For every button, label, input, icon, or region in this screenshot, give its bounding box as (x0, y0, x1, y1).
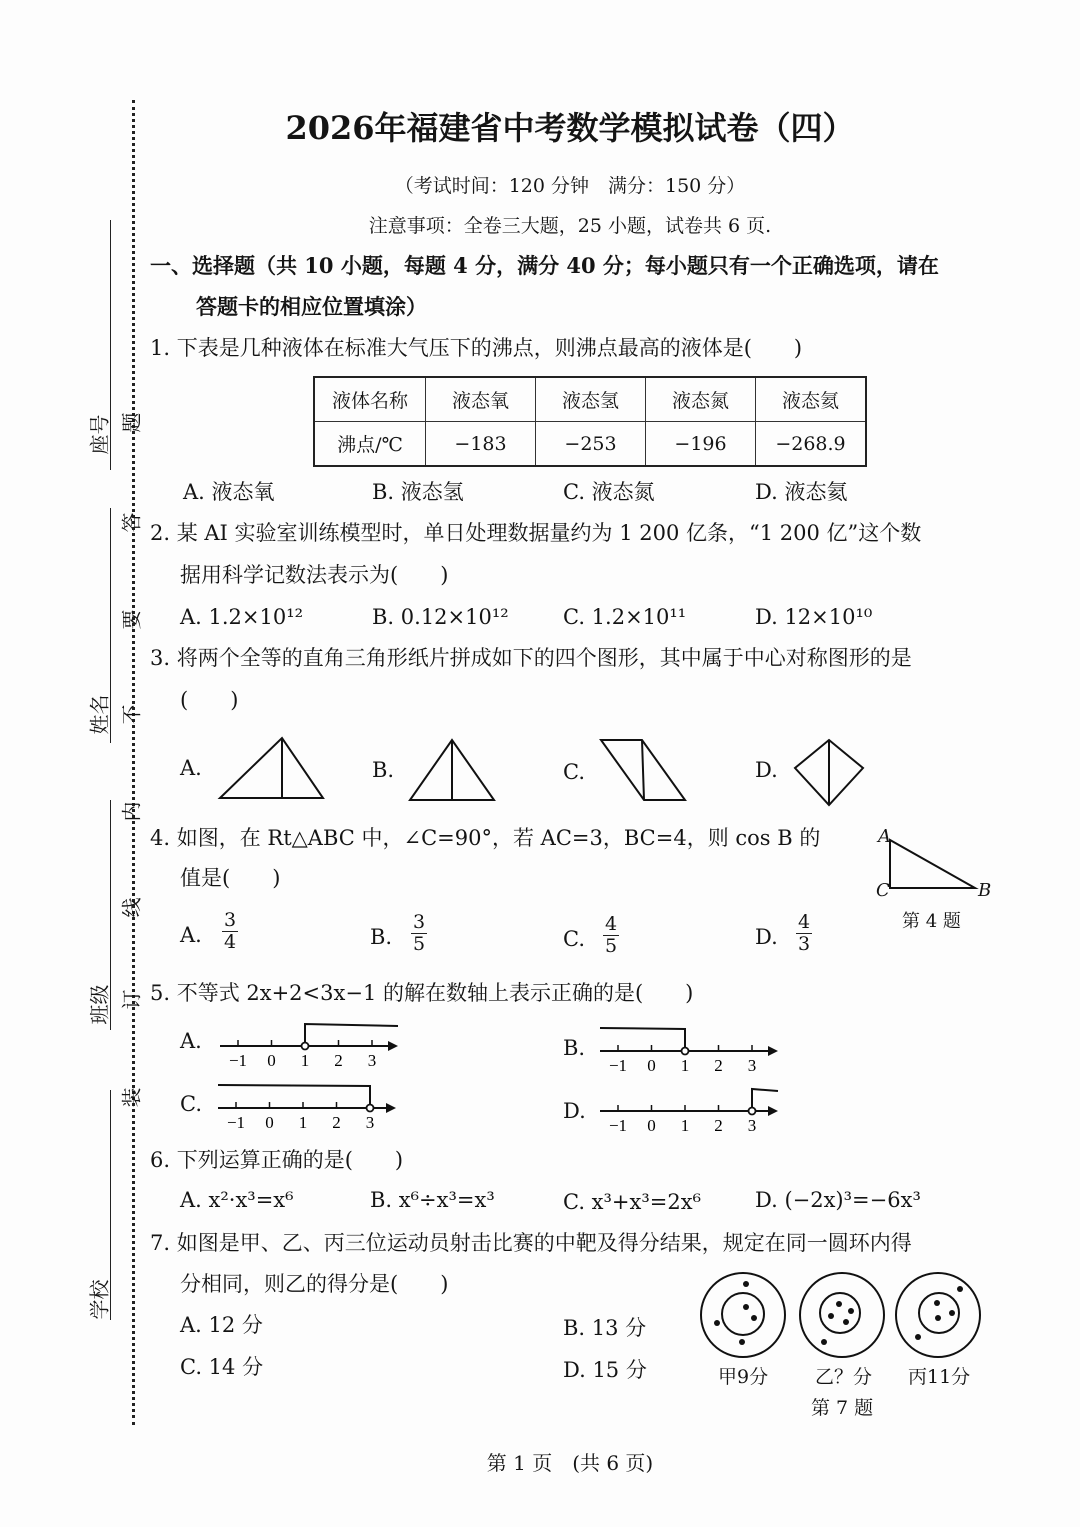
q4-stem-cont: 值是( ) (180, 866, 281, 890)
tick-label: 1 (680, 1056, 690, 1075)
seal-char: 装 (119, 1087, 144, 1108)
seal-char: 要 (119, 609, 144, 630)
q1-option-b: B. 液态氢 (372, 480, 464, 504)
shot-mark (843, 1319, 849, 1325)
q5-option-a: A. (180, 1029, 202, 1053)
shot-mark (848, 1308, 854, 1314)
q5-option-d: D. (563, 1099, 586, 1123)
tick-label: 0 (647, 1056, 656, 1075)
shot-mark (714, 1320, 720, 1326)
q7-stem-cont: 分相同，则乙的得分是( ) (180, 1272, 449, 1296)
q3-stem-cont: ( ) (180, 688, 239, 712)
q2-option-c: C. 1.2×10¹¹ (563, 605, 687, 629)
page-title: 2026年福建省中考数学模拟试卷（四） (285, 109, 855, 147)
table-cell: 液态氢 (536, 377, 646, 422)
table-cell: 液态氧 (426, 377, 536, 422)
tick-label: 1 (300, 1051, 310, 1070)
q4-option-c: C. (563, 927, 585, 951)
seal-char: 内 (119, 801, 144, 822)
q5-option-b: B. (563, 1036, 586, 1060)
seat-number-label: 座号 (87, 414, 112, 455)
shot-mark (836, 1301, 842, 1307)
exam-info: （考试时间：120 分钟 满分：150 分） (394, 175, 746, 197)
vertex-c-label: C (876, 880, 890, 901)
tick-label: 3 (367, 1051, 377, 1070)
seal-char: 题 (119, 412, 144, 433)
table-cell: 液态氦 (756, 377, 867, 422)
fraction: $\frac{3}{5}$ (413, 911, 426, 955)
tick-label: 2 (334, 1051, 343, 1070)
q3-option-a: A. (180, 756, 202, 780)
tick-label: 0 (647, 1116, 656, 1135)
target-inner-ring (820, 1293, 860, 1333)
target-inner-ring (722, 1293, 764, 1335)
seal-char: 订 (119, 989, 144, 1010)
tick-label: 3 (747, 1116, 757, 1135)
q5-option-c: C. (180, 1092, 202, 1116)
seal-char: 答 (119, 512, 144, 533)
shot-mark (739, 1339, 745, 1345)
shot-mark (935, 1315, 941, 1321)
shot-mark (743, 1281, 749, 1287)
shot-mark (934, 1300, 940, 1306)
tick-label: 2 (332, 1113, 341, 1132)
q4-figure-caption: 第 4 题 (902, 911, 961, 932)
tick-label: 1 (298, 1113, 308, 1132)
tick-label: −1 (228, 1051, 248, 1070)
tick-label: −1 (608, 1056, 628, 1075)
q2-option-b: B. 0.12×10¹² (372, 605, 509, 629)
q2-stem-cont: 据用科学记数法表示为( ) (180, 563, 449, 587)
fraction: $\frac{3}{4}$ (224, 909, 237, 953)
table-cell: −268.9 (756, 422, 867, 467)
tick-label: −1 (226, 1113, 246, 1132)
shot-mark (828, 1313, 834, 1319)
tick-label: 3 (747, 1056, 757, 1075)
q5-stem: 5. 不等式 2x+2<3x−1 的解在数轴上表示正确的是( ) (150, 981, 694, 1005)
target-label-jia: 甲9分 (718, 1366, 769, 1388)
table-cell: 液态氮 (646, 377, 756, 422)
q2-option-a: A. 1.2×10¹² (180, 605, 304, 629)
q7-option-b: B. 13 分 (563, 1316, 647, 1340)
vertex-a-label: A (878, 826, 891, 847)
q7-option-c: C. 14 分 (180, 1355, 264, 1379)
target-outer-ring (800, 1273, 884, 1357)
seal-char: 不 (119, 704, 144, 725)
vertex-b-label: B (978, 880, 992, 901)
table-cell: −253 (536, 422, 646, 467)
q3-option-d: D. (755, 758, 778, 782)
table-cell: −196 (646, 422, 756, 467)
q3-option-b: B. (372, 758, 395, 782)
tick-label: −1 (608, 1116, 628, 1135)
q2-stem: 2. 某 AI 实验室训练模型时，单日处理数据量约为 1 200 亿条，“1 200 亿”这个数 (150, 521, 922, 545)
q2-option-d: D. 12×10¹⁰ (755, 605, 873, 629)
q3-stem: 3. 将两个全等的直角三角形纸片拼成如下的四个图形，其中属于中心对称图形的是 (150, 646, 912, 670)
q4-stem: 4. 如图，在 Rt△ABC 中，∠C=90°，若 AC=3，BC=4，则 cos B 的 (150, 826, 821, 850)
section-heading: 一、选择题（共 10 小题，每题 4 分，满分 40 分；每小题只有一个正确选项，请在 (150, 253, 939, 278)
q6-option-c: C. x³+x³=2x⁶ (563, 1190, 702, 1214)
q6-option-a: A. x²·x³=x⁶ (180, 1188, 294, 1212)
q4-option-d: D. (755, 925, 778, 949)
exam-notes: 注意事项：全卷三大题，25 小题，试卷共 6 页. (368, 215, 772, 237)
tick-label: 3 (365, 1113, 375, 1132)
q1-option-c: C. 液态氮 (563, 480, 655, 504)
table-cell: −183 (426, 422, 536, 467)
tick-label: 0 (265, 1113, 274, 1132)
q4-option-a: A. (180, 923, 202, 947)
page-footer: 第 1 页 (共 6 页) (486, 1451, 654, 1475)
shot-mark (743, 1304, 749, 1310)
q1-stem: 1. 下表是几种液体在标准大气压下的沸点，则沸点最高的液体是( ) (150, 336, 803, 360)
shot-mark (915, 1334, 921, 1340)
class-label: 班级 (87, 984, 112, 1025)
fraction: $\frac{4}{5}$ (605, 913, 618, 957)
q7-option-d: D. 15 分 (563, 1358, 647, 1382)
shot-mark (949, 1310, 955, 1316)
tick-label: 1 (680, 1116, 690, 1135)
q1-option-d: D. 液态氦 (755, 480, 848, 504)
shot-mark (821, 1339, 827, 1345)
seal-char: 线 (119, 897, 144, 918)
shot-mark (751, 1315, 757, 1321)
q6-option-d: D. (−2x)³=−6x³ (755, 1188, 921, 1212)
target-label-yi: 乙？分 (815, 1366, 873, 1388)
shot-mark (957, 1286, 963, 1292)
q7-option-a: A. 12 分 (180, 1313, 263, 1337)
section-heading-cont: 答题卡的相应位置填涂） (196, 294, 427, 319)
school-label: 学校 (87, 1279, 112, 1320)
q4-option-b: B. (370, 925, 393, 949)
table-cell: 沸点/℃ (314, 422, 426, 467)
tick-label: 0 (267, 1051, 276, 1070)
tick-label: 2 (714, 1116, 723, 1135)
table-cell: 液体名称 (314, 377, 426, 422)
fraction: $\frac{4}{3}$ (798, 911, 811, 955)
target-label-bing: 丙11分 (908, 1366, 971, 1388)
q3-option-c: C. (563, 760, 585, 784)
tick-label: 2 (714, 1056, 723, 1075)
q6-option-b: B. x⁶÷x³=x³ (370, 1188, 495, 1212)
q6-stem: 6. 下列运算正确的是( ) (150, 1148, 404, 1172)
q7-stem: 7. 如图是甲、乙、丙三位运动员射击比赛的中靶及得分结果，规定在同一圆环内得 (150, 1231, 912, 1255)
name-label: 姓名 (87, 694, 112, 735)
q7-figure-caption: 第 7 题 (811, 1397, 874, 1419)
q1-option-a: A. 液态氧 (183, 480, 275, 504)
